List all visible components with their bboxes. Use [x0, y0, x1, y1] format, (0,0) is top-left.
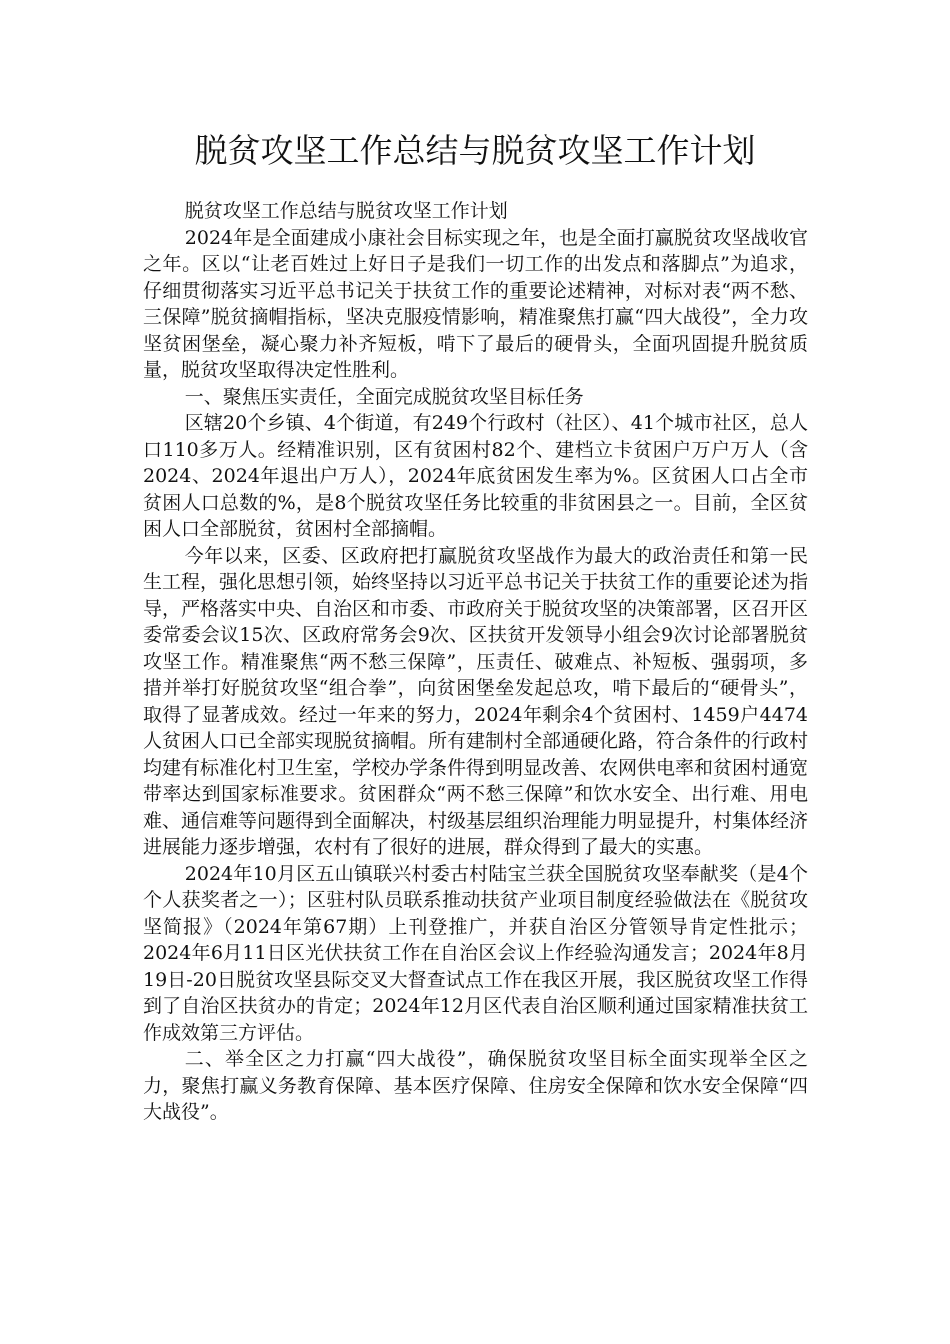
- intro-paragraph: 2024年是全面建成小康社会目标实现之年，也是全面打赢脱贫攻坚战收官之年。区以“让老百姓过上好日子是我们一切工作的出发点和落脚点”为追求，仔细贯彻落实习近平总书记关于扶贫工作的重要论述精神，对标对表“两不愁、三保障”脱贫摘帽指标，坚决克服疫情影响，精准聚焦打赢“四大战役”，全力攻坚贫困堡垒，凝心聚力补齐短板，啃下了最后的硬骨头，全面巩固提升脱贫质量，脱贫攻坚取得决定性胜利。: [143, 226, 808, 381]
- document-title: 脱贫攻坚工作总结与脱贫攻坚工作计划: [194, 131, 756, 170]
- body-paragraph: 区辖20个乡镇、4个街道，有249个行政村（社区）、41个城市社区，总人口110多万人。经精准识别，区有贫困村82个、建档立卡贫困户万户万人（含2024、2024年退出户万人），2024年底贫困发生率为%。区贫困人口占全市贫困人口总数的%，是8个脱贫攻坚任务比较重的非贫困县之一。目前，全区贫困人口全部脱贫，贫困村全部摘帽。: [143, 412, 808, 540]
- section-heading-2: 二、举全区之力打赢“四大战役”，确保脱贫攻坚目标全面实现举全区之力，聚焦打赢义务教育保障、基本医疗保障、住房安全保障和饮水安全保障“四大战役”。: [143, 1048, 808, 1123]
- section-heading-1: 一、聚焦压实责任，全面完成脱贫攻坚目标任务: [184, 385, 584, 408]
- body-paragraph: 2024年10月区五山镇联兴村委古村陆宝兰获全国脱贫攻坚奉献奖（是4个个人获奖者之一）；区驻村队员联系推动扶贫产业项目制度经验做法在《脱贫攻坚简报》（2024年第67期）上刊登推广，并获自治区分管领导肯定性批示；2024年6月11日区光伏扶贫工作在自治区会议上作经验沟通发言；2024年8月19日-20日脱贫攻坚县际交叉大督查试点工作在我区开展，我区脱贫攻坚工作得到了自治区扶贫办的肯定；2024年12月区代表自治区顺利通过国家精准扶贫工作成效第三方评估。: [143, 862, 808, 1044]
- body-paragraph: 今年以来，区委、区政府把打赢脱贫攻坚战作为最大的政治责任和第一民生工程，强化思想引领，始终坚持以习近平总书记关于扶贫工作的重要论述为指导，严格落实中央、自治区和市委、市政府关于脱贫攻坚的决策部署，区召开区委常委会议15次、区政府常务会9次、区扶贫开发领导小组会9次讨论部署脱贫攻坚工作。精准聚焦“两不愁三保障”，压责任、破难点、补短板、强弱项，多措并举打好脱贫攻坚“组合拳”，向贫困堡垒发起总攻，啃下最后的“硬骨头”，取得了显著成效。经过一年来的努力，2024年剩余4个贫困村、1459户4474人贫困人口已全部实现脱贫摘帽。所有建制村全部通硬化路，符合条件的行政村均建有标准化村卫生室，学校办学条件得到明显改善、农网供电率和贫困村通宽带率达到国家标准要求。贫困群众“两不愁三保障”和饮水安全、出行难、用电难、通信难等问题得到全面解决，村级基层组织治理能力明显提升，村集体经济进展能力逐步增强，农村有了很好的进展，群众得到了最大的实惠。: [143, 544, 809, 858]
- subtitle-paragraph: 脱贫攻坚工作总结与脱贫攻坚工作计划: [184, 200, 508, 222]
- document-body: [143, 198, 808, 1126]
